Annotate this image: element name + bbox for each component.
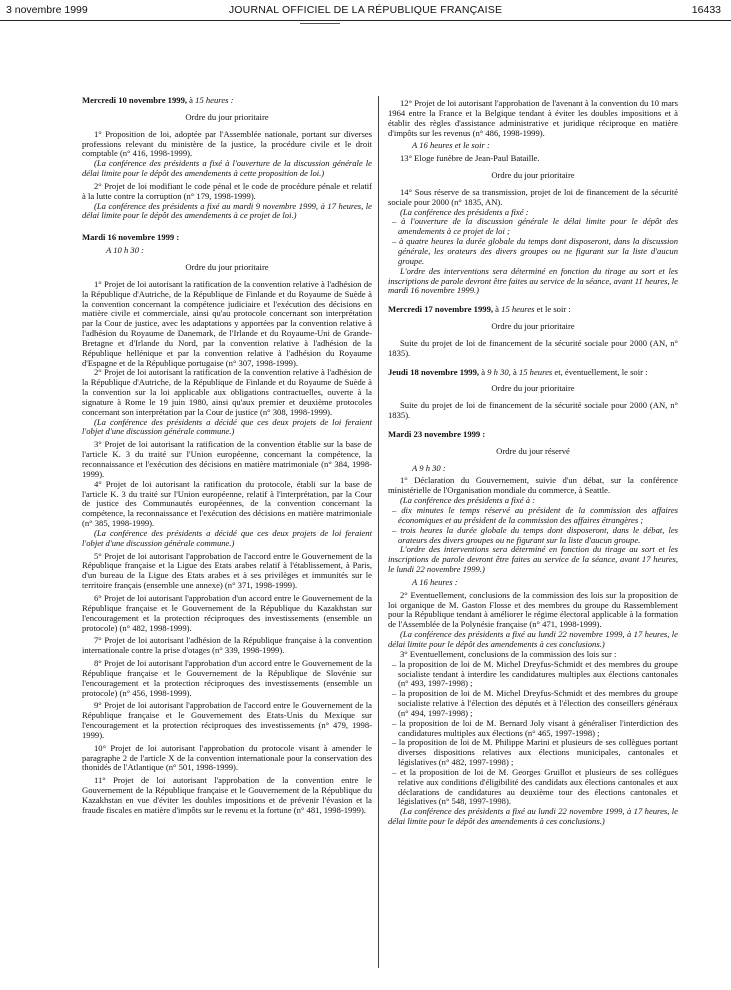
agenda-item: 7° Projet de loi autorisant l'adhésion de la République française à la convention internationale contre la prise d'otages (n° 339, 1998-1999).	[82, 635, 372, 656]
agenda-item: 11° Projet de loi autorisant l'approbation de la convention entre le Gouvernement de la République française et le Gouvernement de la République du Kazakhstan en vue d'éviter les doubles impositions et de prévenir l'évasion et la fraude fiscales en matière d'impôts sur le revenu et la fortune (n° 481, 1998-1999).	[82, 775, 372, 815]
session-date-heading: Mercredi 10 novembre 1999, à 15 heures :	[82, 95, 234, 105]
list-item: – la proposition de loi de M. Michel Dreyfus-Schmidt et des membres du groupe socialiste relative à l'élection des députés et à l'élection des conseillers généraux (n° 494, 1997-1998) ;	[392, 688, 678, 718]
agenda-note-dash: – trois heures la durée globale du temps dont disposeront, dans le débat, les orateurs des divers groupes ou ne figurant sur la liste d'aucun groupe.	[392, 524, 678, 545]
header-date: 3 novembre 1999	[6, 4, 88, 16]
agenda-note: (La conférence des présidents a fixé à :	[400, 495, 535, 506]
agenda-item: 1° Proposition de loi, adoptée par l'Assemblée nationale, portant sur diverses professions relevant du ministère de la justice, la procédure civile et le droit comptable (n° 416, 1998-1999).	[82, 128, 372, 159]
agenda-item: 2° Projet de loi autorisant la ratification de la convention relative à l'adhésion de la République d'Autriche, de la République de Finlande et du Royaume de Suède à la convention sur la loi applicable aux obligations contractuelles, ouverte à la signature à Rome le 19 juin 1980, ainsi qu'aux premier et deuxième protocoles concernant son interprétation par la Cour de justice (n° 308, 1998-1999).	[82, 367, 372, 417]
order-heading: Ordre du jour prioritaire	[491, 383, 575, 394]
header-rule-short	[300, 23, 340, 24]
agenda-item: 2° Projet de loi modifiant le code pénal et le code de procédure pénale et relatif à la lutte contre la corruption (n° 179, 1998-1999).	[82, 180, 372, 201]
session-date-heading: Mardi 23 novembre 1999 :	[388, 428, 486, 439]
session-date-heading: Jeudi 18 novembre 1999, à 9 h 30, à 15 heures et, éventuellement, le soir :	[388, 366, 648, 377]
agenda-item: 4° Projet de loi autorisant la ratification du protocole, établi sur la base de l'article K. 3 du traité sur l'Union européenne, relatif à l'interprétation, par la Cour de justice des Communautés européennes, de la convention concernant la compétence, la reconnaissance et l'exécution des décisions en matière matrimoniale (n° 385, 1998-1999).	[82, 478, 372, 529]
list-item: – la proposition de loi de M. Bernard Joly visant à généraliser l'interdiction des candidatures multiples aux élections (n° 465, 1997-1998) ;	[392, 717, 678, 738]
agenda-item: 3° Projet de loi autorisant la ratification de la convention établie sur la base de l'article K. 3 du traité sur l'Union européenne, concernant la compétence, la reconnaissance et l'exécution des décisions en matière matrimoniale (n° 384, 1998-1999).	[82, 439, 372, 479]
agenda-item: Suite du projet de loi de financement de la sécurité sociale pour 2000 (AN, n° 1835).	[388, 400, 678, 421]
agenda-note-dash: – dix minutes le temps réservé au président de la commission des affaires économiques et au président de la commission des affaires étrangères ;	[392, 505, 678, 525]
order-heading: Ordre du jour prioritaire	[185, 111, 269, 122]
list-item: – la proposition de loi de M. Philippe Marini et plusieurs de ses collègues portant diverses dispositions relatives aux élections municipales, cantonales et législatives (n° 482, 1997-1998) ;	[392, 737, 678, 768]
agenda-note: (La conférence des présidents a fixé au lundi 22 novembre 1999, à 17 heures, le délai limite pour le dépôt des amendements à ces conclusions.)	[388, 806, 678, 827]
agenda-item: 14° Sous réserve de sa transmission, projet de loi de financement de la sécurité sociale pour 2000 (n° 1835, AN).	[388, 186, 678, 207]
agenda-note: (La conférence des présidents a décidé que ces deux projets de loi feraient l'objet d'une discussion générale commune.)	[82, 527, 372, 548]
session-date-heading: Mardi 16 novembre 1999 :	[82, 232, 180, 243]
agenda-item: 9° Projet de loi autorisant l'approbation de l'accord entre le Gouvernement de la République française et le Gouvernement des Etats-Unis du Mexique sur l'encouragement et la protection réciproques des investissements (n° 479, 1998-1999).	[82, 700, 372, 740]
agenda-item: 1° Projet de loi autorisant la ratification de la convention relative à l'adhésion de la République d'Autriche, de la République de Finlande et du Royaume de Suède à la convention concernant la compétence judiciaire et l'exécution des décisions en matière civile et commerciale, ainsi qu'au protocole concernant son interprétation par la Cour de justice, avec les adaptations y apportées par la convention relative à l'adhésion du Royaume de Danemark, de l'Irlande et du Royaume-Uni de Grande-Bretagne et d'Irlande du Nord, par la convention relative à l'adhésion de la République hellénique et par la convention relative à l'adhésion du Royaume d'Espagne et de la République portugaise (n° 307, 1998-1999).	[82, 278, 372, 368]
agenda-item: 1° Déclaration du Gouvernement, suivie d'un débat, sur la conférence ministérielle de l'Organisation mondiale du commerce, à Seattle.	[388, 475, 678, 496]
order-heading: Ordre du jour prioritaire	[491, 321, 575, 332]
right-column	[388, 99, 678, 827]
session-time: A 9 h 30 :	[412, 462, 446, 473]
page-number: 16433	[691, 4, 721, 16]
agenda-note: (La conférence des présidents a fixé à l'ouverture de la discussion générale le délai limite pour le dépôt des amendements à cette proposition de loi.)	[82, 158, 372, 179]
agenda-item: 2° Eventuellement, conclusions de la commission des lois sur la proposition de loi organique de M. Gaston Flosse et des membres du groupe du Rassemblement pour la République tendant à améliorer le régime électoral applicable à la formation de l'Assemblée de la Polynésie française (n° 471, 1998-1999).	[388, 589, 678, 630]
column-divider	[378, 96, 379, 968]
session-time: A 10 h 30 :	[106, 245, 145, 256]
list-item: – et la proposition de loi de M. Georges Gruillot et plusieurs de ses collègues relative aux conditions d'éligibilité des candidats aux élections cantonales et aux déclarations de candidatures au deuxième tour des élections cantonales et législatives (n° 548, 1997-1998).	[392, 766, 678, 807]
agenda-note-dash: – à l'ouverture de la discussion générale le délai limite pour le dépôt des amendements à ce projet de loi ;	[392, 216, 678, 237]
agenda-note-dash: – à quatre heures la durée globale du temps dont disposeront, dans la discussion générale, les orateurs des divers groupes ou ne figurant sur la liste d'aucun groupe.	[392, 236, 678, 266]
agenda-note: L'ordre des interventions sera déterminé en fonction du tirage au sort et les inscriptions de parole devront être faites au service de la séance, avant 17 heures, le lundi 22 novembre 1999.)	[388, 544, 678, 575]
order-heading: Ordre du jour prioritaire	[491, 170, 575, 181]
list-item: – la proposition de loi de M. Michel Dreyfus-Schmidt et des membres du groupe socialiste tendant à interdire les candidatures multiples aux élections cantonales (n° 493, 1997-1998) ;	[392, 658, 678, 689]
page-header	[0, 0, 731, 20]
journal-title: JOURNAL OFFICIEL DE LA RÉPUBLIQUE FRANÇAISE	[228, 4, 503, 16]
session-time: A 16 heures et le soir :	[412, 140, 490, 151]
agenda-item: 5° Projet de loi autorisant l'approbation de l'accord entre le Gouvernement de la République française et la Ligue des Etats arabes relatif à l'établissement, à Paris, d'un bureau de la Ligue des Etats arabes et à ses privilèges et immunités sur le territoire français (ensemble une annexe) (n° 371, 1998-1999).	[82, 550, 372, 591]
agenda-item: 13° Eloge funèbre de Jean-Paul Bataille.	[400, 153, 540, 164]
agenda-item: Suite du projet de loi de financement de la sécurité sociale pour 2000 (AN, n° 1835).	[388, 337, 678, 358]
session-date-heading: Mercredi 17 novembre 1999, à 15 heures et le soir :	[388, 304, 571, 315]
order-heading: Ordre du jour réservé	[496, 445, 570, 456]
agenda-item: 6° Projet de loi autorisant l'approbation d'un accord entre le Gouvernement de la République française et le Gouvernement de la République du Kazakhstan sur l'encouragement et la protection réciproques des investissements (ensemble un protocole) (n° 482, 1998-1999).	[82, 592, 372, 633]
header-rule	[0, 20, 731, 21]
agenda-item: 12° Projet de loi autorisant l'approbation de l'avenant à la convention du 10 mars 1964 entre la France et la Belgique tendant à éviter les doubles impositions et à établir des règles d'assistance administrative et juridique réciproque en matière d'impôts sur les revenus (n° 486, 1998-1999).	[388, 98, 678, 138]
agenda-item: 8° Projet de loi autorisant l'approbation d'un accord entre le Gouvernement de la République française et le Gouvernement de la République de Slovénie sur l'encouragement et la protection réciproques des investissements (ensemble un protocole) (n° 456, 1998-1999).	[82, 658, 372, 698]
agenda-item: 10° Projet de loi autorisant l'approbation du protocole visant à amender le paragraphe 2 de l'article X de la convention internationale pour la conservation des thonidés de l'Atlantique (n° 501, 1998-1999).	[82, 742, 372, 773]
left-column	[82, 96, 372, 816]
agenda-item: 3° Eventuellement, conclusions de la commission des lois sur :	[400, 648, 617, 659]
agenda-note: (La conférence des présidents a fixé :	[400, 206, 529, 217]
order-heading: Ordre du jour prioritaire	[185, 261, 269, 272]
agenda-note: (La conférence des présidents a fixé au mardi 9 novembre 1999, à 17 heures, le délai limite pour le dépôt des amendements à ce projet de loi.)	[82, 200, 372, 221]
session-time: A 16 heures :	[412, 576, 458, 587]
agenda-note: (La conférence des présidents a décidé que ces deux projets de loi feraient l'objet d'une discussion générale commune.)	[82, 416, 372, 437]
agenda-note: L'ordre des interventions sera déterminé en fonction du tirage au sort et les inscriptions de parole devront être faites au service de la séance, avant 11 heures, le mardi 16 novembre 1999.)	[388, 265, 678, 296]
agenda-note: (La conférence des présidents a fixé au lundi 22 novembre 1999, à 17 heures, le délai limite pour le dépôt des amendements à ces conclusions.)	[388, 629, 678, 649]
